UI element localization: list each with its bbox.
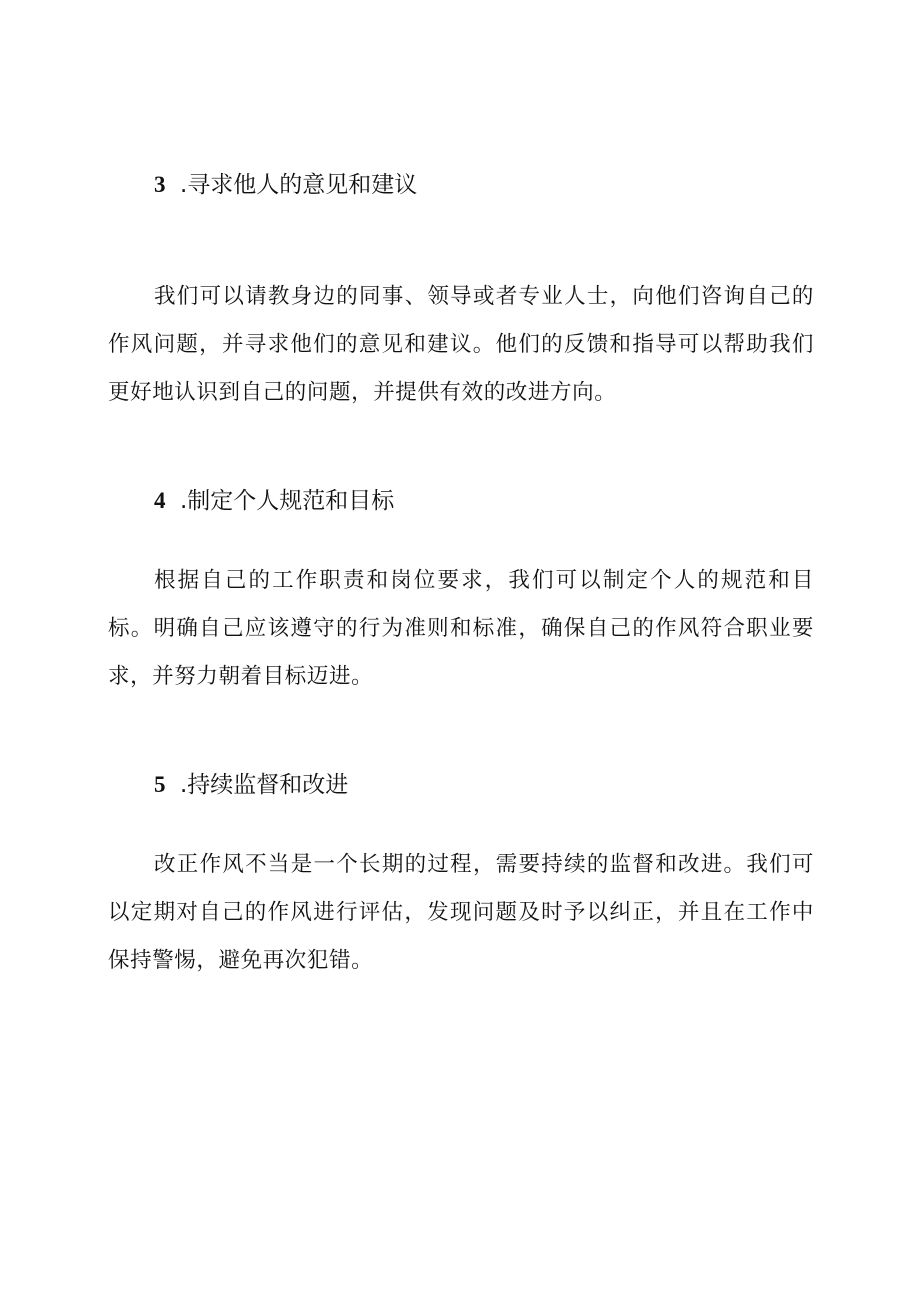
section-heading <box>108 486 860 516</box>
section-heading <box>108 770 860 800</box>
section-number: 4 <box>154 488 166 513</box>
section-number: 5 <box>154 772 166 797</box>
section-paragraph: 改正作风不当是一个长期的过程，需要持续的监督和改进。我们可以定期对自己的作风进行评估，发现问题及时予以纠正，并且在工作中保持警惕，避免再次犯错。 <box>108 852 814 973</box>
section-title: .寻求他人的意见和建议 <box>180 172 418 198</box>
section-number: 3 <box>154 172 166 197</box>
section-title: .持续监督和改进 <box>180 772 349 798</box>
section-title: .制定个人规范和目标 <box>180 488 395 514</box>
section-heading <box>108 170 860 200</box>
section-paragraph: 根据自己的工作职责和岗位要求，我们可以制定个人的规范和目标。明确自己应该遵守的行为准则和标准，确保自己的作风符合职业要求，并努力朝着目标迈进。 <box>108 568 814 689</box>
section-paragraph: 我们可以请教身边的同事、领导或者专业人士，向他们咨询自己的作风问题，并寻求他们的意见和建议。他们的反馈和指导可以帮助我们更好地认识到自己的问题，并提供有效的改进方向。 <box>108 284 814 405</box>
